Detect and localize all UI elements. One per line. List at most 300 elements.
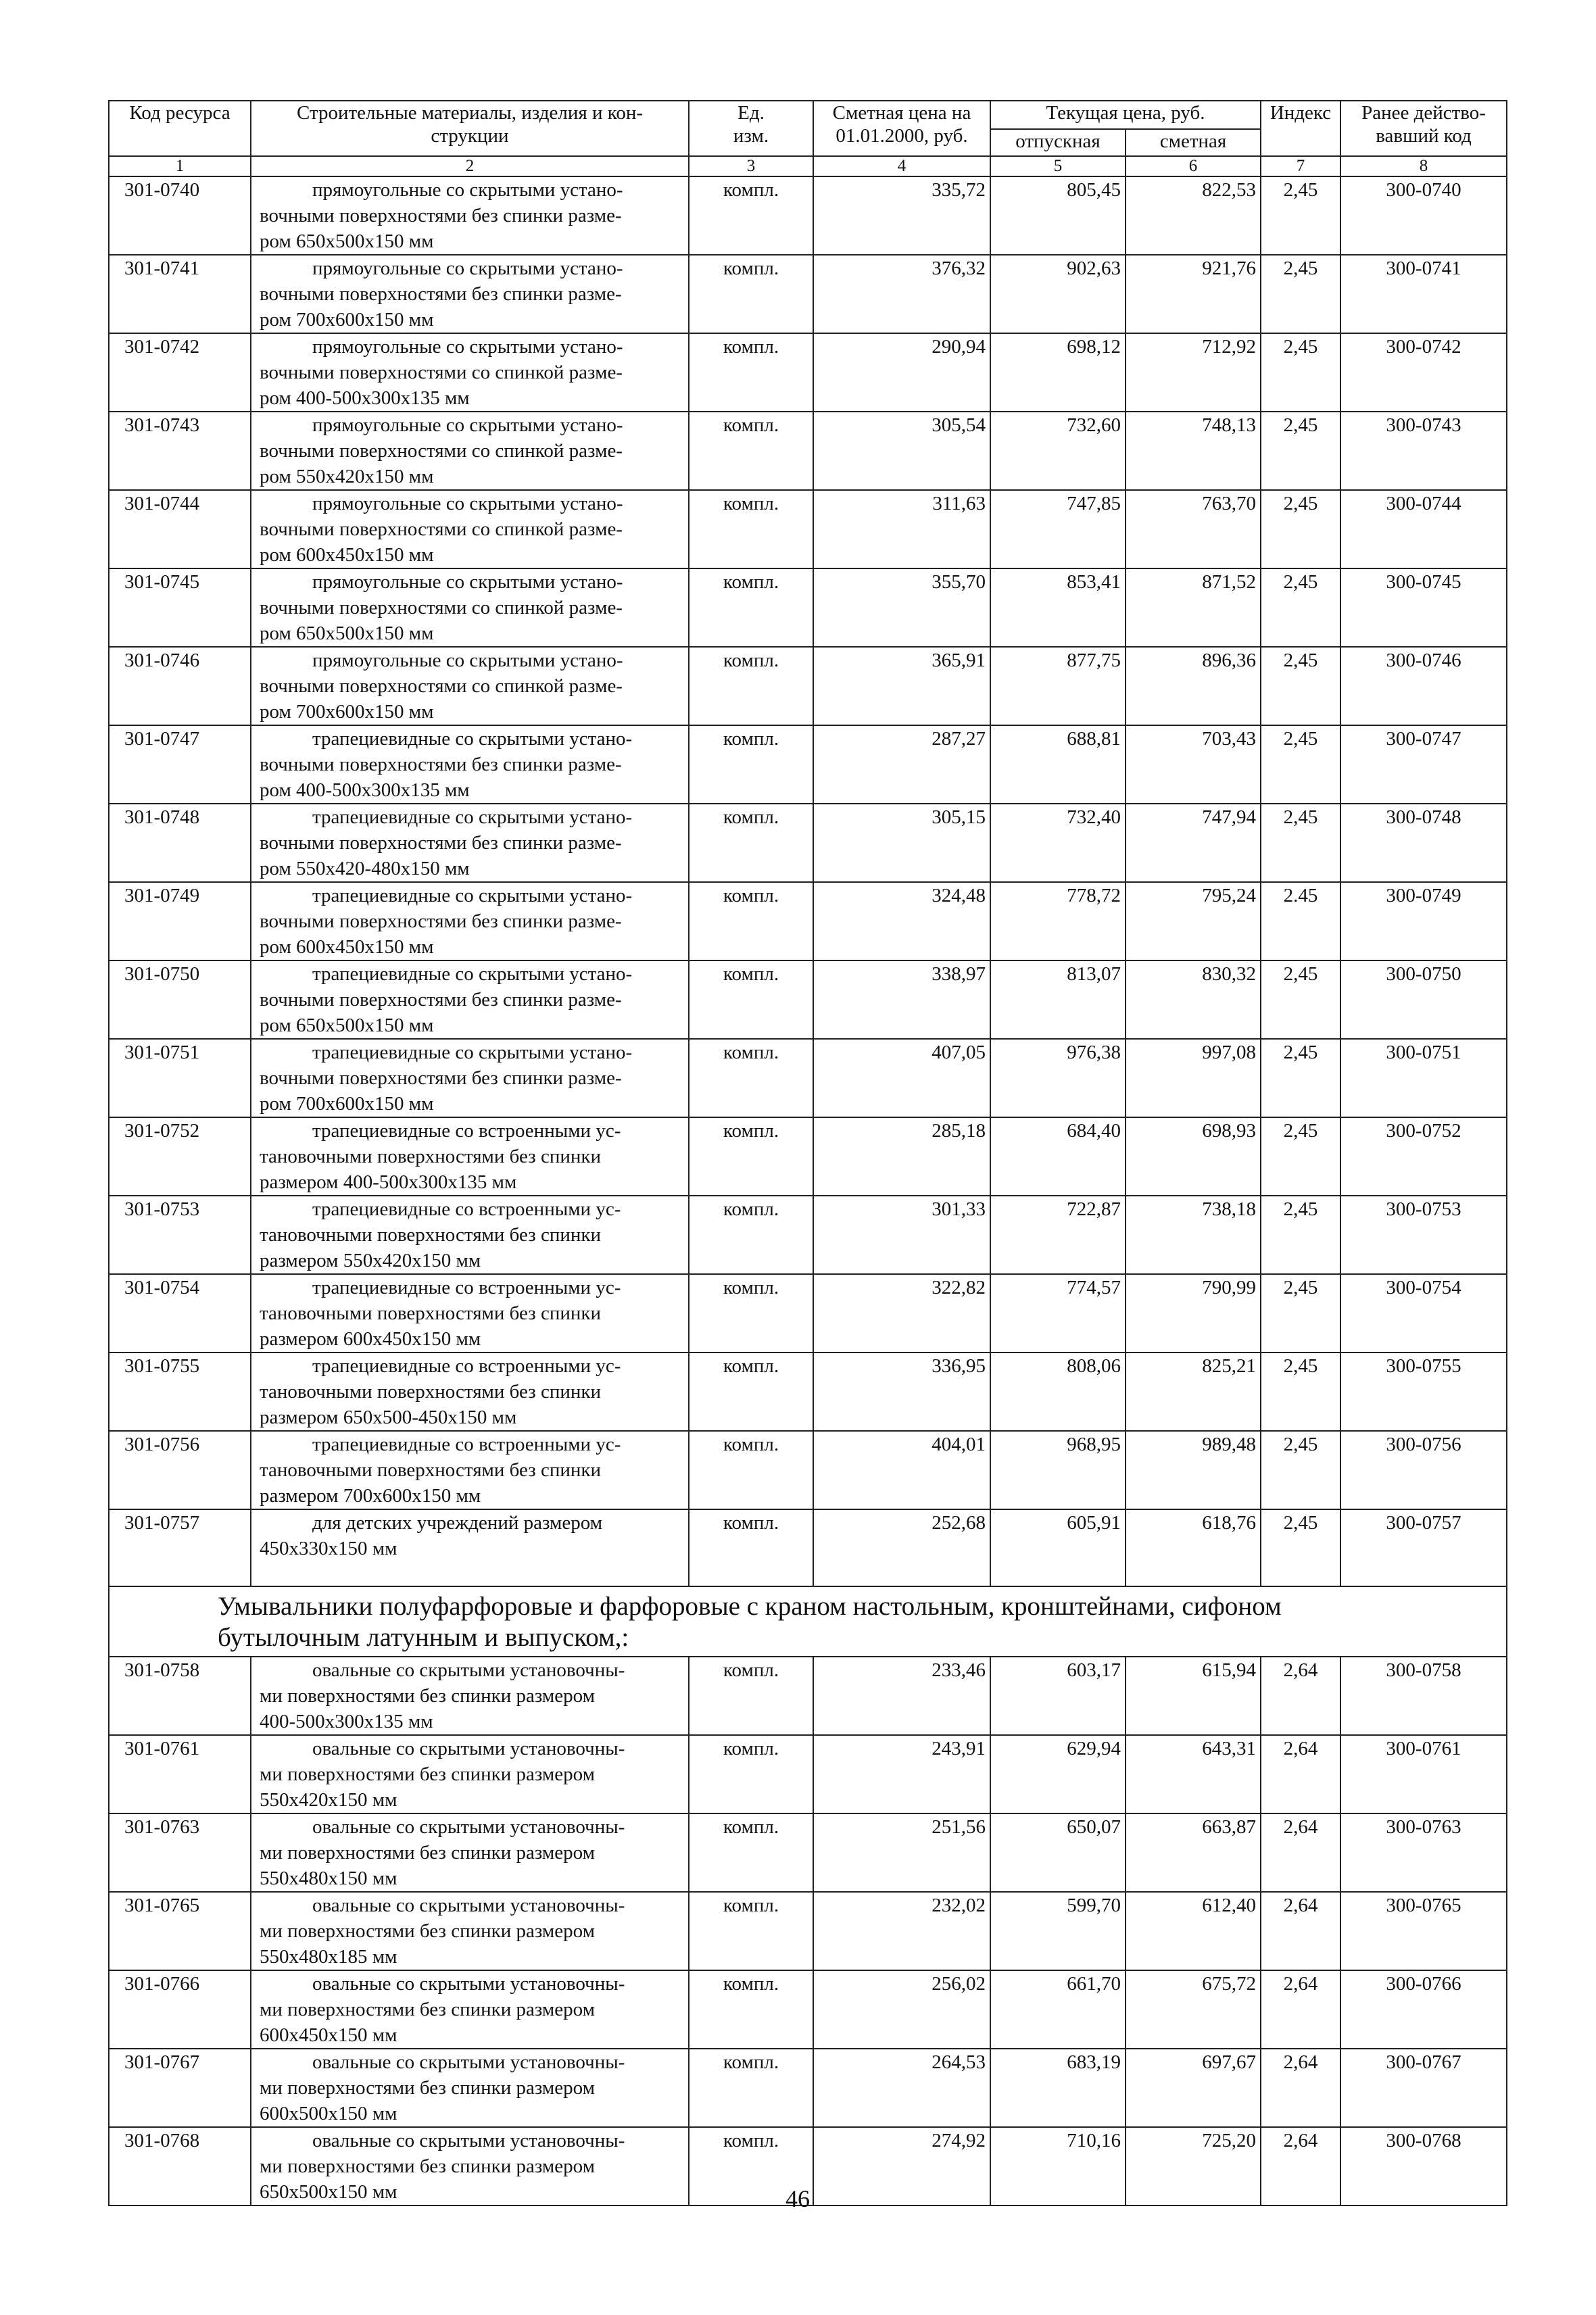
resource-code: 301-0754 (109, 1274, 251, 1353)
column-number: 6 (1126, 156, 1261, 176)
unit-of-measure: компл. (689, 1274, 813, 1353)
header-unit-line2: изм. (733, 125, 769, 147)
price-index: 2,64 (1261, 1892, 1340, 1970)
price-index: 2,45 (1261, 725, 1340, 804)
header-unit-line1: Ед. (737, 102, 765, 124)
price-index: 2,45 (1261, 1117, 1340, 1196)
table-row (109, 2049, 1507, 2127)
release-price: 902,63 (990, 255, 1126, 333)
material-name-line: ром 650x500x150 мм (260, 1015, 434, 1036)
release-price: 976,38 (990, 1039, 1126, 1117)
material-name-line: ром 600x450x150 мм (260, 544, 434, 566)
base-price: 305,54 (813, 412, 990, 490)
material-name-line: трапециевидные со встроенными ус- (312, 1355, 621, 1377)
unit-of-measure: компл. (689, 1813, 813, 1892)
estimate-price: 697,67 (1126, 2049, 1261, 2127)
table-row (109, 1813, 1507, 1892)
estimate-price: 615,94 (1126, 1657, 1261, 1735)
material-name-line: овальные со скрытыми установочны- (312, 1895, 625, 1916)
unit-of-measure: компл. (689, 176, 813, 255)
column-number: 7 (1261, 156, 1340, 176)
previous-code: 300-0767 (1340, 2049, 1507, 2127)
material-name-line: ром 550x420x150 мм (260, 466, 434, 487)
table-row (109, 333, 1507, 412)
material-name-line: 600x450x150 мм (260, 2024, 397, 2046)
price-index: 2,45 (1261, 1039, 1340, 1117)
material-name (251, 725, 689, 804)
base-price: 338,97 (813, 960, 990, 1039)
base-price: 290,94 (813, 333, 990, 412)
material-name-line: тановочными поверхностями без спинки (260, 1381, 601, 1403)
table-row (109, 412, 1507, 490)
base-price: 305,15 (813, 804, 990, 882)
material-name (251, 1431, 689, 1509)
release-price: 710,16 (990, 2127, 1126, 2206)
table-row (109, 490, 1507, 568)
material-name-line: трапециевидные со скрытыми устано- (312, 963, 633, 985)
material-name-line: вочными поверхностями без спинки разме- (260, 910, 622, 932)
price-index: 2,64 (1261, 2127, 1340, 2206)
base-price: 287,27 (813, 725, 990, 804)
resource-code: 301-0766 (109, 1970, 251, 2049)
material-name-line: ми поверхностями без спинки размером (260, 2155, 595, 2177)
material-name (251, 1117, 689, 1196)
material-name-line: ми поверхностями без спинки размером (260, 1999, 595, 2020)
table-body-washbasins (109, 1657, 1507, 2206)
previous-code: 300-0743 (1340, 412, 1507, 490)
header-estimate-price (1126, 129, 1261, 156)
resource-code: 301-0763 (109, 1813, 251, 1892)
material-name-line: 450x330x150 мм (260, 1538, 397, 1559)
previous-code: 300-0768 (1340, 2127, 1507, 2206)
estimate-price: 748,13 (1126, 412, 1261, 490)
price-index: 2,45 (1261, 490, 1340, 568)
estimate-price: 738,18 (1126, 1196, 1261, 1274)
previous-code: 300-0765 (1340, 1892, 1507, 1970)
base-price: 285,18 (813, 1117, 990, 1196)
release-price: 683,19 (990, 2049, 1126, 2127)
table-row (109, 1892, 1507, 1970)
release-price: 698,12 (990, 333, 1126, 412)
estimate-price: 830,32 (1126, 960, 1261, 1039)
unit-of-measure: компл. (689, 1970, 813, 2049)
previous-code: 300-0755 (1340, 1353, 1507, 1431)
column-number: 3 (689, 156, 813, 176)
column-number: 5 (990, 156, 1126, 176)
base-price: 365,91 (813, 647, 990, 725)
section-title-line1: Умывальники полуфарфоровые и фарфоровые с краном настольным, кронштейнами, сифоном (218, 1592, 1282, 1621)
material-name (251, 1657, 689, 1735)
release-price: 722,87 (990, 1196, 1126, 1274)
base-price: 311,63 (813, 490, 990, 568)
material-name-line: трапециевидные со скрытыми устано- (312, 885, 633, 906)
table-row (109, 1117, 1507, 1196)
header-base-line2: 01.01.2000, руб. (836, 125, 968, 147)
material-name (251, 1196, 689, 1274)
material-name-line: вочными поверхностями со спинкой разме- (260, 597, 623, 618)
estimate-price: 822,53 (1126, 176, 1261, 255)
header-code (109, 101, 251, 156)
price-index: 2,45 (1261, 960, 1340, 1039)
material-name (251, 1735, 689, 1813)
material-name (251, 1353, 689, 1431)
previous-code: 300-0758 (1340, 1657, 1507, 1735)
resource-code: 301-0743 (109, 412, 251, 490)
unit-of-measure: компл. (689, 1735, 813, 1813)
material-name-line: ми поверхностями без спинки размером (260, 1685, 595, 1707)
base-price: 355,70 (813, 568, 990, 647)
material-name-line: тановочными поверхностями без спинки (260, 1146, 601, 1167)
estimate-price: 997,08 (1126, 1039, 1261, 1117)
section-title-line2: бутылочным латунным и выпуском,: (218, 1623, 629, 1652)
material-name-line: ром 550x420-480x150 мм (260, 858, 470, 879)
base-price: 404,01 (813, 1431, 990, 1509)
column-numbers-row (109, 156, 1507, 176)
material-name-line: овальные со скрытыми установочны- (312, 2130, 625, 2151)
previous-code: 300-0766 (1340, 1970, 1507, 2049)
base-price: 232,02 (813, 1892, 990, 1970)
price-index: 2,45 (1261, 568, 1340, 647)
release-price: 688,81 (990, 725, 1126, 804)
material-name-line: вочными поверхностями без спинки разме- (260, 832, 622, 854)
material-name-line: ми поверхностями без спинки размером (260, 1842, 595, 1863)
table-row (109, 725, 1507, 804)
table-row (109, 804, 1507, 882)
unit-of-measure: компл. (689, 1431, 813, 1509)
resource-code: 301-0742 (109, 333, 251, 412)
previous-code: 300-0761 (1340, 1735, 1507, 1813)
unit-of-measure: компл. (689, 490, 813, 568)
previous-code: 300-0756 (1340, 1431, 1507, 1509)
previous-code: 300-0757 (1340, 1509, 1507, 1586)
estimate-price: 618,76 (1126, 1509, 1261, 1586)
material-name-line: трапециевидные со встроенными ус- (312, 1120, 621, 1142)
material-name-line: прямоугольные со скрытыми устано- (312, 179, 623, 201)
material-name-line: ми поверхностями без спинки размером (260, 1763, 595, 1785)
base-price: 324,48 (813, 882, 990, 960)
material-name-line: размером 600x450x150 мм (260, 1328, 481, 1350)
header-name-line2: струкции (431, 125, 509, 147)
release-price: 805,45 (990, 176, 1126, 255)
header-prev-line1: Ранее действо- (1361, 102, 1486, 124)
resource-code: 301-0749 (109, 882, 251, 960)
unit-of-measure: компл. (689, 960, 813, 1039)
release-price: 813,07 (990, 960, 1126, 1039)
resource-code: 301-0740 (109, 176, 251, 255)
unit-of-measure: компл. (689, 1353, 813, 1431)
material-name-line: вочными поверхностями без спинки разме- (260, 754, 622, 775)
unit-of-measure: компл. (689, 1657, 813, 1735)
unit-of-measure: компл. (689, 1196, 813, 1274)
header-name-line1: Строительные материалы, изделия и кон- (296, 102, 644, 124)
previous-code: 300-0751 (1340, 1039, 1507, 1117)
estimate-price: 747,94 (1126, 804, 1261, 882)
base-price: 335,72 (813, 176, 990, 255)
price-index: 2,45 (1261, 255, 1340, 333)
previous-code: 300-0750 (1340, 960, 1507, 1039)
material-name-line: ром 700x600x150 мм (260, 1093, 434, 1115)
base-price: 243,91 (813, 1735, 990, 1813)
column-number: 4 (813, 156, 990, 176)
table-row (109, 882, 1507, 960)
material-name-line: вочными поверхностями со спинкой разме- (260, 362, 623, 383)
previous-code: 300-0749 (1340, 882, 1507, 960)
material-name-line: вочными поверхностями без спинки разме- (260, 989, 622, 1010)
price-index: 2,45 (1261, 1353, 1340, 1431)
unit-of-measure: компл. (689, 804, 813, 882)
material-name-line: тановочными поверхностями без спинки (260, 1302, 601, 1324)
material-name-line: трапециевидные со скрытыми устано- (312, 728, 633, 750)
material-name-line: трапециевидные со встроенными ус- (312, 1277, 621, 1298)
estimate-price: 663,87 (1126, 1813, 1261, 1892)
previous-code: 300-0754 (1340, 1274, 1507, 1353)
unit-of-measure: компл. (689, 333, 813, 412)
unit-of-measure: компл. (689, 1117, 813, 1196)
header-name (251, 101, 689, 156)
unit-of-measure: компл. (689, 412, 813, 490)
material-name-line: трапециевидные со встроенными ус- (312, 1198, 621, 1220)
base-price: 252,68 (813, 1509, 990, 1586)
material-name-line: тановочными поверхностями без спинки (260, 1459, 601, 1481)
material-name-line: вочными поверхностями со спинкой разме- (260, 518, 623, 540)
material-name-line: прямоугольные со скрытыми устано- (312, 650, 623, 671)
table-row (109, 1970, 1507, 2049)
estimate-price: 612,40 (1126, 1892, 1261, 1970)
table-row (109, 1196, 1507, 1274)
material-name (251, 2049, 689, 2127)
material-name-line: ром 650x500x150 мм (260, 623, 434, 644)
material-name-line: ром 600x450x150 мм (260, 936, 434, 958)
previous-code: 300-0744 (1340, 490, 1507, 568)
resource-code: 301-0752 (109, 1117, 251, 1196)
resource-code: 301-0767 (109, 2049, 251, 2127)
previous-code: 300-0745 (1340, 568, 1507, 647)
material-name (251, 804, 689, 882)
unit-of-measure: компл. (689, 882, 813, 960)
release-price: 853,41 (990, 568, 1126, 647)
material-name-line: ми поверхностями без спинки размером (260, 2077, 595, 2099)
table-row (109, 1735, 1507, 1813)
material-name-line: ром 400-500x300x135 мм (260, 779, 470, 801)
base-price: 301,33 (813, 1196, 990, 1274)
material-name-line: ром 650x500x150 мм (260, 230, 434, 252)
material-name-line: ром 700x600x150 мм (260, 701, 434, 723)
estimate-price: 790,99 (1126, 1274, 1261, 1353)
price-index: 2,45 (1261, 1274, 1340, 1353)
price-table (108, 100, 1507, 2206)
material-name-line: овальные со скрытыми установочны- (312, 1738, 625, 1759)
material-name-line: 550x480x185 мм (260, 1946, 397, 1968)
table-row (109, 1657, 1507, 1735)
resource-code: 301-0747 (109, 725, 251, 804)
header-index (1261, 101, 1340, 156)
price-index: 2,64 (1261, 1813, 1340, 1892)
price-index: 2,64 (1261, 1657, 1340, 1735)
material-name (251, 568, 689, 647)
base-price: 264,53 (813, 2049, 990, 2127)
material-name-line: для детских учреждений размером (312, 1512, 603, 1534)
estimate-price: 825,21 (1126, 1353, 1261, 1431)
unit-of-measure: компл. (689, 647, 813, 725)
section-header (109, 1586, 1507, 1657)
material-name (251, 255, 689, 333)
estimate-price: 712,92 (1126, 333, 1261, 412)
resource-code: 301-0751 (109, 1039, 251, 1117)
unit-of-measure: компл. (689, 725, 813, 804)
release-price: 605,91 (990, 1509, 1126, 1586)
price-index: 2,45 (1261, 1509, 1340, 1586)
material-name-line: прямоугольные со скрытыми устано- (312, 258, 623, 279)
release-price: 732,60 (990, 412, 1126, 490)
resource-code: 301-0768 (109, 2127, 251, 2206)
price-index: 2,45 (1261, 804, 1340, 882)
column-number: 8 (1340, 156, 1507, 176)
estimate-price: 896,36 (1126, 647, 1261, 725)
table-row (109, 1353, 1507, 1431)
header-current-label: Текущая цена, руб. (1046, 102, 1205, 124)
material-name (251, 1813, 689, 1892)
previous-code: 300-0742 (1340, 333, 1507, 412)
base-price: 274,92 (813, 2127, 990, 2206)
base-price: 256,02 (813, 1970, 990, 2049)
material-name-line: вочными поверхностями без спинки разме- (260, 1067, 622, 1089)
unit-of-measure: компл. (689, 568, 813, 647)
material-name (251, 1509, 689, 1586)
previous-code: 300-0740 (1340, 176, 1507, 255)
estimate-price: 795,24 (1126, 882, 1261, 960)
material-name (251, 647, 689, 725)
resource-code: 301-0755 (109, 1353, 251, 1431)
material-name-line: 550x480x150 мм (260, 1868, 397, 1889)
previous-code: 300-0746 (1340, 647, 1507, 725)
unit-of-measure: компл. (689, 1039, 813, 1117)
resource-code: 301-0756 (109, 1431, 251, 1509)
resource-code: 301-0748 (109, 804, 251, 882)
material-name-line: 650x500x150 мм (260, 2181, 397, 2203)
estimate-price: 989,48 (1126, 1431, 1261, 1509)
material-name (251, 490, 689, 568)
table-row (109, 960, 1507, 1039)
material-name-line: овальные со скрытыми установочны- (312, 1659, 625, 1681)
material-name-line: размером 650x500-450x150 мм (260, 1407, 517, 1428)
material-name-line: вочными поверхностями со спинкой разме- (260, 675, 623, 697)
material-name-line: 600x500x150 мм (260, 2103, 397, 2124)
material-name-line: прямоугольные со скрытыми устано- (312, 493, 623, 514)
unit-of-measure: компл. (689, 1892, 813, 1970)
material-name-line: 400-500x300x135 мм (260, 1711, 433, 1732)
material-name-line: овальные со скрытыми установочны- (312, 1816, 625, 1838)
unit-of-measure: компл. (689, 2049, 813, 2127)
release-price: 747,85 (990, 490, 1126, 568)
resource-code: 301-0758 (109, 1657, 251, 1735)
resource-code: 301-0750 (109, 960, 251, 1039)
material-name-line: ром 700x600x150 мм (260, 309, 434, 331)
estimate-price: 698,93 (1126, 1117, 1261, 1196)
material-name-line: вочными поверхностями без спинки разме- (260, 283, 622, 305)
price-index: 2,64 (1261, 2049, 1340, 2127)
material-name-line: размером 550x420x150 мм (260, 1250, 481, 1271)
unit-of-measure: компл. (689, 2127, 813, 2206)
resource-code: 301-0746 (109, 647, 251, 725)
base-price: 407,05 (813, 1039, 990, 1117)
previous-code: 300-0741 (1340, 255, 1507, 333)
price-index: 2,45 (1261, 1196, 1340, 1274)
estimate-price: 725,20 (1126, 2127, 1261, 2206)
resource-code: 301-0757 (109, 1509, 251, 1586)
material-name-line: вочными поверхностями без спинки разме- (260, 205, 622, 226)
material-name (251, 1892, 689, 1970)
material-name-line: прямоугольные со скрытыми устано- (312, 336, 623, 358)
release-price: 877,75 (990, 647, 1126, 725)
price-index: 2,45 (1261, 176, 1340, 255)
price-index: 2,45 (1261, 412, 1340, 490)
header-release-price (990, 129, 1126, 156)
estimate-price: 703,43 (1126, 725, 1261, 804)
material-name (251, 412, 689, 490)
material-name-line: овальные со скрытыми установочны- (312, 1973, 625, 1995)
resource-code: 301-0765 (109, 1892, 251, 1970)
price-index: 2.45 (1261, 882, 1340, 960)
release-price: 599,70 (990, 1892, 1126, 1970)
release-price: 732,40 (990, 804, 1126, 882)
header-unit (689, 101, 813, 156)
header-current-price (990, 101, 1261, 129)
release-price: 968,95 (990, 1431, 1126, 1509)
estimate-price: 871,52 (1126, 568, 1261, 647)
header-prev-line2: вавший код (1376, 125, 1472, 147)
table-body-sinks (109, 176, 1507, 1586)
estimate-price: 643,31 (1126, 1735, 1261, 1813)
release-price: 650,07 (990, 1813, 1126, 1892)
header-release-label: отпускная (1015, 130, 1101, 152)
material-name-line: ром 400-500x300x135 мм (260, 387, 470, 409)
page-number: 46 (785, 2185, 810, 2212)
material-name-line: трапециевидные со встроенными ус- (312, 1434, 621, 1455)
estimate-price: 763,70 (1126, 490, 1261, 568)
material-name-line: овальные со скрытыми установочны- (312, 2051, 625, 2073)
base-price: 322,82 (813, 1274, 990, 1353)
price-index: 2,45 (1261, 647, 1340, 725)
release-price: 774,57 (990, 1274, 1126, 1353)
header-base-line1: Сметная цена на (832, 102, 971, 124)
header-code-label: Код ресурса (129, 102, 231, 124)
column-number: 1 (109, 156, 251, 176)
table-row (109, 1039, 1507, 1117)
material-name (251, 960, 689, 1039)
price-index: 2,45 (1261, 333, 1340, 412)
header-estimate-label: сметная (1159, 130, 1227, 152)
material-name-line: прямоугольные со скрытыми устано- (312, 571, 623, 593)
material-name-line: прямоугольные со скрытыми устано- (312, 414, 623, 436)
release-price: 808,06 (990, 1353, 1126, 1431)
table-row (109, 1509, 1507, 1586)
material-name-line: 550x420x150 мм (260, 1789, 397, 1811)
material-name-line: трапециевидные со скрытыми устано- (312, 806, 633, 828)
material-name-line: трапециевидные со скрытыми устано- (312, 1042, 633, 1063)
header-prev-code (1340, 101, 1507, 156)
section-title (109, 1586, 1507, 1657)
release-price: 778,72 (990, 882, 1126, 960)
material-name-line: тановочными поверхностями без спинки (260, 1224, 601, 1246)
price-index: 2,64 (1261, 1970, 1340, 2049)
estimate-price: 921,76 (1126, 255, 1261, 333)
previous-code: 300-0747 (1340, 725, 1507, 804)
previous-code: 300-0763 (1340, 1813, 1507, 1892)
table-row (109, 647, 1507, 725)
previous-code: 300-0748 (1340, 804, 1507, 882)
base-price: 376,32 (813, 255, 990, 333)
header-index-label: Индекс (1269, 102, 1332, 124)
